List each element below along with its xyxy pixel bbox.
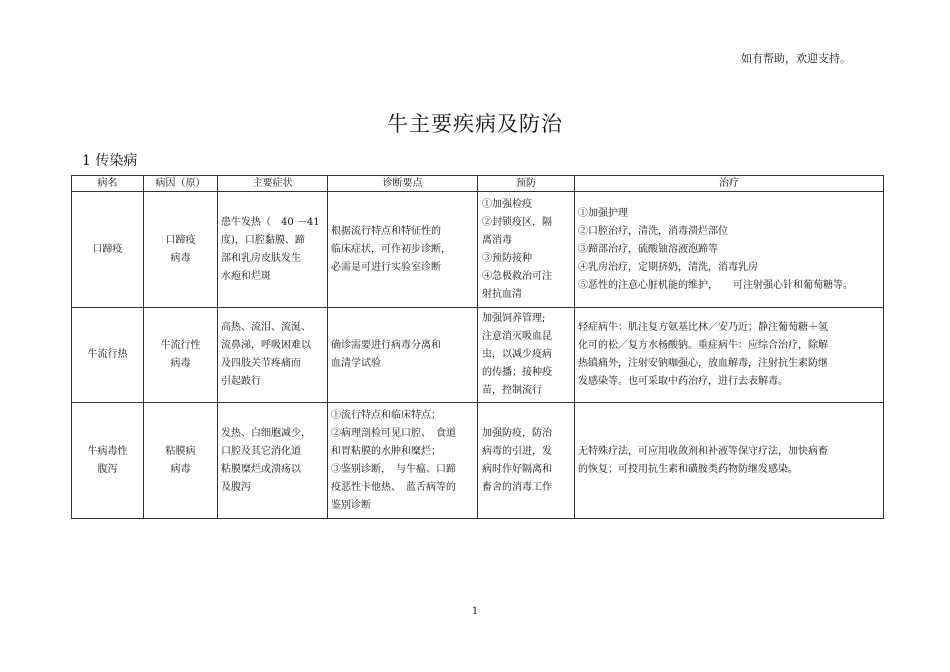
symptom-line: 口腔及其它消化道 [221, 445, 301, 457]
diagnosis-line: 鉴别诊断 [331, 499, 371, 511]
table-row [72, 403, 884, 519]
cause-line: 病毒 [170, 463, 191, 475]
disease-prevention [478, 192, 575, 308]
treatment-line: 化可的松／复方水杨酸钠。重症病牛：应综合治疗，除解 [578, 340, 828, 351]
prevention-line: 病时作好隔离和 [482, 463, 552, 475]
prevention-line: 苗，控制流行 [482, 385, 542, 396]
symptom-line: 发热、白细胞减少， [221, 427, 311, 439]
treatment-line: 发感染等。也可采取中药治疗，进行去表解毒。 [578, 376, 788, 387]
diagnosis-line: 临床症状，可作初步诊断， [331, 243, 451, 255]
symptom-line: 水疱和烂斑 [221, 270, 271, 282]
symptom-line: 粘膜糜烂或溃疡以 [221, 463, 301, 475]
header-prevention: 预防 [478, 176, 575, 192]
prevention-line: 加强防疫，防治 [482, 427, 552, 439]
treatment-line: ①加强护理 [578, 207, 628, 219]
treatment-line: ⑤恶性的注意心脏机能的维护， 可注射强心针和葡萄糖等。 [578, 279, 853, 291]
disease-name: 牛流行热 [72, 308, 144, 403]
diagnosis-line: ③鉴别诊断， 与牛瘟、口蹄 [331, 463, 456, 475]
cause-line: 病毒 [170, 252, 191, 264]
document-title: 牛主要疾病及防治 [387, 112, 563, 136]
table-header-row [72, 176, 884, 192]
prevention-line: 的传播；接种疫 [482, 367, 552, 378]
treatment-line: 轻症病牛：肌注复方氨基比林／安乃近；静注葡萄糖＋氢 [578, 322, 828, 333]
treatment-line: 无特殊疗法，可应用收敛剂和补液等保守疗法，加快病畜 [578, 445, 828, 457]
disease-prevention [478, 308, 575, 403]
disease-cause [144, 308, 218, 403]
header-diagnosis: 诊断要点 [328, 176, 478, 192]
treatment-line: ②口腔治疗，清洗，消毒溃烂部位 [578, 225, 728, 237]
prevention-line: 虫，以减少疫病 [482, 349, 552, 360]
cause-line: 病毒 [170, 358, 191, 369]
symptom-line: 度)，口腔黏膜、蹄 [221, 234, 305, 246]
cause-line: 粘膜病 [165, 445, 196, 457]
disease-symptoms [218, 192, 328, 308]
diagnosis-line: 根据流行特点和特征性的 [331, 225, 441, 237]
symptom-line: 高热、流泪、流涎、 [221, 322, 311, 333]
disease-diagnosis [328, 308, 478, 403]
symptom-line: 部和乳房皮肤发生 [221, 252, 301, 264]
symptom-line: 引起跛行 [221, 376, 261, 387]
diagnosis-line: 血清学试验 [331, 358, 381, 369]
header-note: 如有帮助，欢迎支持。 [741, 52, 851, 65]
disease-treatment [575, 403, 884, 519]
prevention-line: 病毒的引进，发 [482, 445, 552, 457]
page-number: 1 [471, 606, 479, 617]
disease-name: 口蹄疫 [72, 192, 144, 308]
symptom-line: 流鼻涕，呼吸困难以 [221, 340, 311, 351]
symptom-line: 患牛发热（ 40 －41 [221, 216, 320, 228]
diagnosis-line: 和胃粘膜的水肿和糜烂； [331, 445, 441, 457]
diagnosis-line: 确诊需要进行病毒分离和 [331, 340, 441, 351]
prevention-line: 加强饲养管理; [482, 313, 546, 324]
treatment-line: 热镇痛外，注射安钠咖强心，放血解毒，注射抗生素防继 [578, 358, 828, 369]
disease-cause [144, 403, 218, 519]
name-line: 腹泻 [97, 463, 118, 475]
prevention-line: ①加强检疫 [482, 198, 532, 210]
header-symptoms: 主要症状 [218, 176, 328, 192]
header-cause: 病因（原） [144, 176, 218, 192]
table-row [72, 308, 884, 403]
prevention-line: ④急极救治可注 [482, 270, 552, 282]
disease-treatment [575, 308, 884, 403]
disease-diagnosis [328, 192, 478, 308]
disease-table [71, 175, 884, 519]
disease-cause [144, 192, 218, 308]
prevention-line: ②封锁疫区，隔 [482, 216, 552, 228]
diagnosis-line: 必需是可进行实验室诊断 [331, 261, 441, 273]
prevention-line: 注意消灭吸血昆 [482, 331, 552, 342]
treatment-line: ③蹄部治疗，硫酸铀溶液泡蹄等 [578, 243, 718, 255]
treatment-line: 的恢复；可投用抗生素和磺胺类药物防继发感染。 [578, 463, 798, 475]
table-row [72, 192, 884, 308]
disease-prevention [478, 403, 575, 519]
diagnosis-line: ②病理剖检可见口腔、 食道 [331, 427, 456, 439]
diagnosis-line: 疫恶性卡他热、 蓝舌病等的 [331, 481, 456, 493]
prevention-line: 畜舍的消毒工作 [482, 481, 552, 493]
disease-treatment [575, 192, 884, 308]
prevention-line: 离消毒 [482, 234, 512, 246]
header-treatment: 治疗 [575, 176, 884, 192]
cause-line: 牛流行性 [160, 340, 201, 351]
prevention-line: 射抗血清 [482, 288, 522, 300]
disease-symptoms [218, 308, 328, 403]
header-name: 病名 [72, 176, 144, 192]
disease-symptoms [218, 403, 328, 519]
treatment-line: ④乳房治疗，定期挤奶，清洗，消毒乳房 [578, 261, 758, 273]
prevention-line: ③预防接种 [482, 252, 532, 264]
name-line: 牛病毒性 [87, 445, 128, 457]
section-heading: 1 传染病 [82, 153, 138, 169]
disease-diagnosis [328, 403, 478, 519]
symptom-line: 及四肢关节疼痛而 [221, 358, 301, 369]
disease-name [72, 403, 144, 519]
symptom-line: 及腹泻 [221, 481, 251, 493]
cause-line: 口蹄疫 [165, 234, 196, 246]
diagnosis-line: ①流行特点和临床特点； [331, 409, 441, 421]
